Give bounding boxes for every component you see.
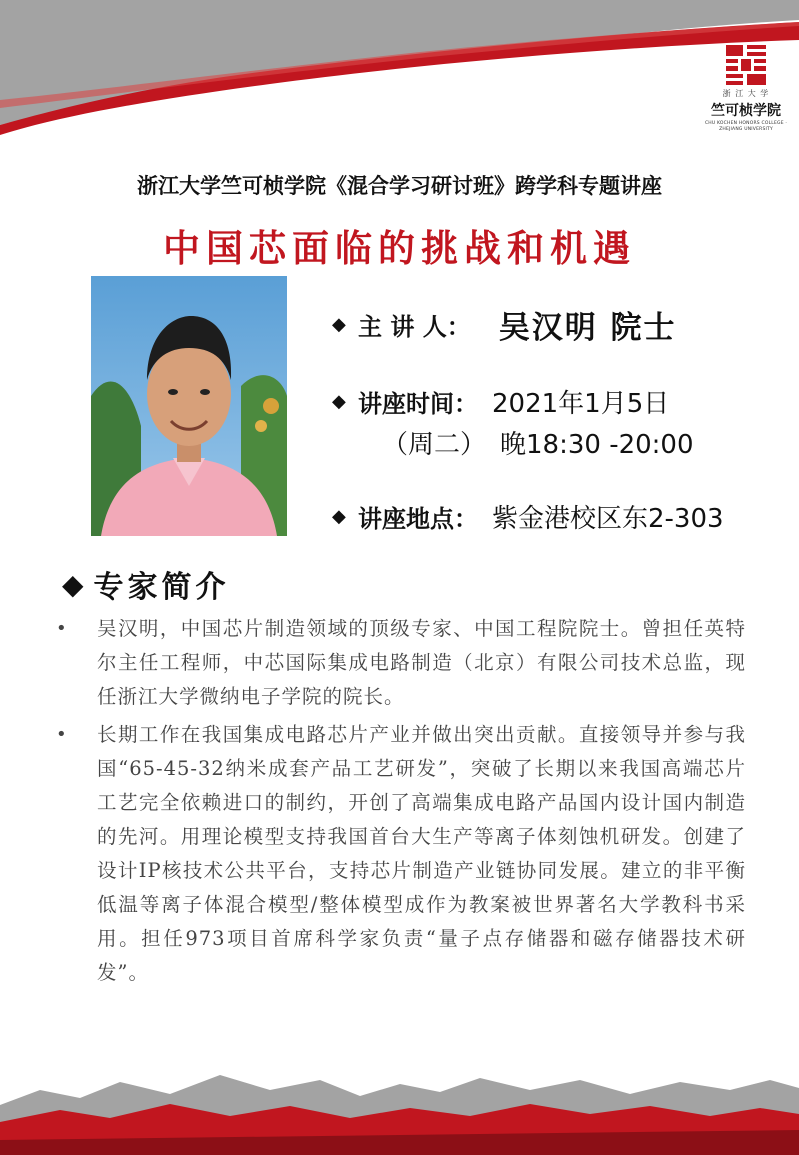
diamond-bullet-icon: ◆ <box>62 567 84 601</box>
bottom-decorative-band <box>0 1060 799 1155</box>
college-emblem-icon <box>725 44 767 86</box>
diamond-bullet-icon: ◆ <box>332 391 346 412</box>
speaker-row <box>332 302 677 347</box>
list-item <box>56 612 746 714</box>
diamond-bullet-icon: ◆ <box>332 506 346 527</box>
time-date: 2021年1月5日 <box>492 389 670 419</box>
bio-list <box>56 612 746 994</box>
place-row <box>332 498 724 535</box>
lecture-series-subtitle: 浙江大学竺可桢学院《混合学习研讨班》跨学科专题讲座 <box>137 174 662 198</box>
logo-english-name: CHU KOCHEN HONORS COLLEGE · ZHEJIANG UNIVERSITY <box>704 121 788 132</box>
time-row <box>332 383 669 420</box>
bio-paragraph: 吴汉明，中国芯片制造领域的顶级专家、中国工程院院士。曾担任英特尔主任工程师，中芯国际集成电路制造（北京）有限公司技术总监，现任浙江大学微纳电子学院的院长。 <box>97 617 746 708</box>
speaker-name: 吴汉明 院士 <box>498 310 677 346</box>
college-logo <box>700 44 792 133</box>
lecture-title: 中国芯面临的挑战和机遇 <box>163 226 636 270</box>
speaker-photo <box>91 276 287 536</box>
top-decorative-band <box>0 0 799 150</box>
list-item <box>56 718 746 990</box>
logo-university-script: 浙 江 大 学 <box>722 89 770 98</box>
bio-heading <box>62 562 230 606</box>
time-weekday: （周二） <box>382 430 487 460</box>
speaker-label: 主 讲 人： <box>358 313 471 341</box>
place-value: 紫金港校区东2-303 <box>492 504 724 534</box>
bullet-icon: • <box>56 724 67 745</box>
time-range: 晚18:30 -20:00 <box>500 430 694 460</box>
bullet-icon: • <box>56 618 67 639</box>
time-label: 讲座时间： <box>358 390 478 418</box>
time-detail <box>382 424 708 461</box>
bio-heading-text: 专家简介 <box>93 570 230 605</box>
place-label: 讲座地点： <box>358 505 478 533</box>
diamond-bullet-icon: ◆ <box>332 314 346 335</box>
bio-paragraph: 长期工作在我国集成电路芯片产业并做出突出贡献。直接领导并参与我国“65-45-32纳米成套产品工艺研发”，突破了长期以来我国高端芯片工艺完全依赖进口的制约，开创了高端集成电路产品国内设计国内制造的先河。用理论模型支持我国首台大生产等离子体刻蚀机研发。创建了设计IP核技术公共平台，支持芯片制造产业链协同发展。建立的非平衡低温等离子体混合模型/整体模型成作为教案被世界著名大学教科书采用。担任973项目首席科学家负责“量子点存储器和磁存储器技术研发”。 <box>97 723 746 984</box>
logo-college-name: 竺可桢学院 <box>711 103 781 119</box>
